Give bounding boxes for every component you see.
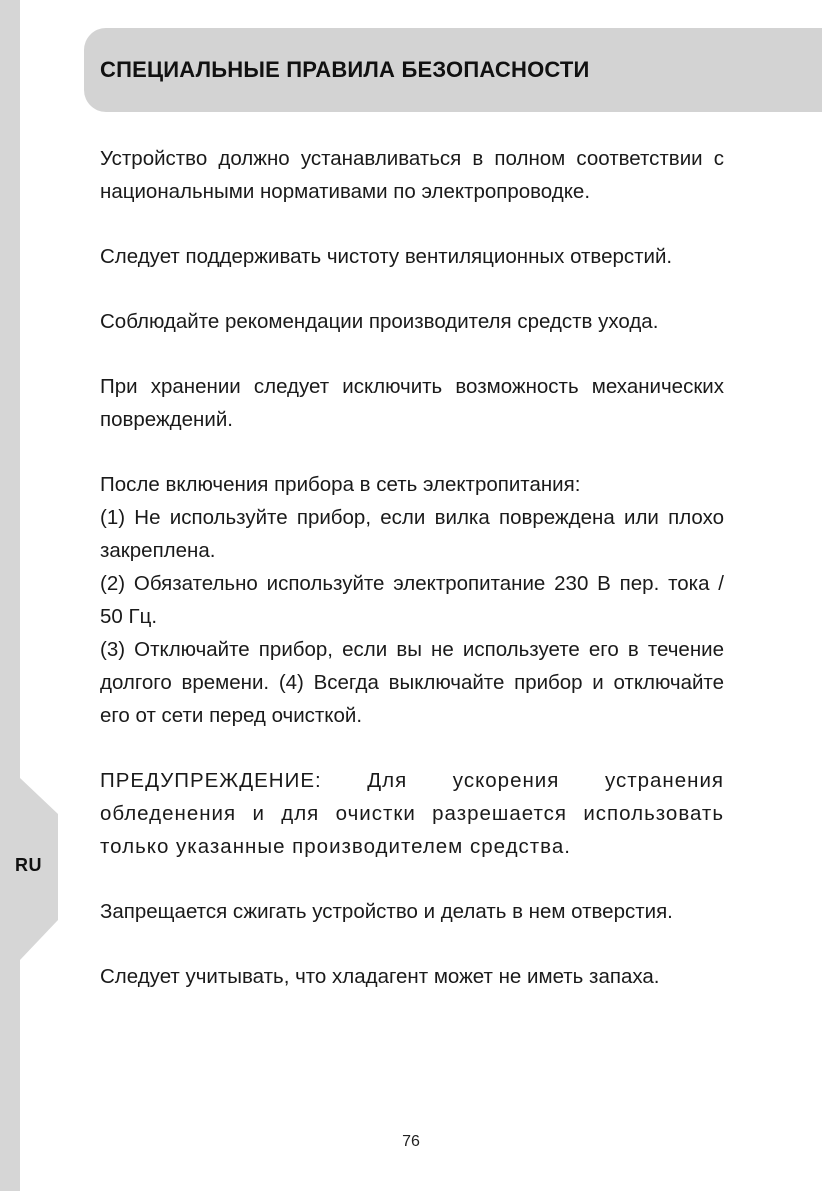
rule-care-products xyxy=(100,305,724,338)
language-label: RU xyxy=(15,855,42,875)
rule-text: (2) Обязательно используйте электропитание 230 В пер. тока / 50 Гц. xyxy=(100,572,724,628)
section-title: СПЕЦИАЛЬНЫЕ ПРАВИЛА БЕЗОПАСНОСТИ xyxy=(100,57,590,82)
rule-text: Запрещается сжигать устройство и делать в нем отверстия. xyxy=(100,900,673,923)
rule-text: Соблюдайте рекомендации производителя средств ухода. xyxy=(100,310,659,333)
rule-text: Следует поддерживать чистоту вентиляционных отверстий. xyxy=(100,245,673,268)
safety-rules-content xyxy=(100,142,724,1025)
page-number-text: 76 xyxy=(402,1133,420,1150)
rule-power-connection xyxy=(100,468,724,732)
rule-storage xyxy=(100,370,724,436)
rule-text: После включения прибора в сеть электропитания: xyxy=(100,473,581,496)
rule-refrigerant-odor xyxy=(100,960,724,993)
rule-text: (3) Отключайте прибор, если вы не используете его в течение долгого времени. (4) Всегда выключайте прибор и отключайте его от сети перед очисткой. xyxy=(100,638,724,727)
warning-text: ПРЕДУПРЕЖДЕНИЕ: Для ускорения устранения обледенения и для очистки разрешается использовать только указанные производителем средства. xyxy=(100,769,724,858)
rule-ventilation xyxy=(100,240,724,273)
rule-text: Следует учитывать, что хладагент может не иметь запаха. xyxy=(100,965,660,988)
rule-text: При хранении следует исключить возможность механических повреждений. xyxy=(100,375,724,431)
rule-warning xyxy=(100,764,724,863)
rule-text: (1) Не используйте прибор, если вилка повреждена или плохо закреплена. xyxy=(100,506,724,562)
left-edge-strip xyxy=(0,0,20,1191)
page-number xyxy=(0,1133,822,1151)
rule-text: Устройство должно устанавливаться в полном соответствии с национальными нормативами по электропроводке. xyxy=(100,147,724,203)
rule-installation xyxy=(100,142,724,208)
rule-no-burning xyxy=(100,895,724,928)
